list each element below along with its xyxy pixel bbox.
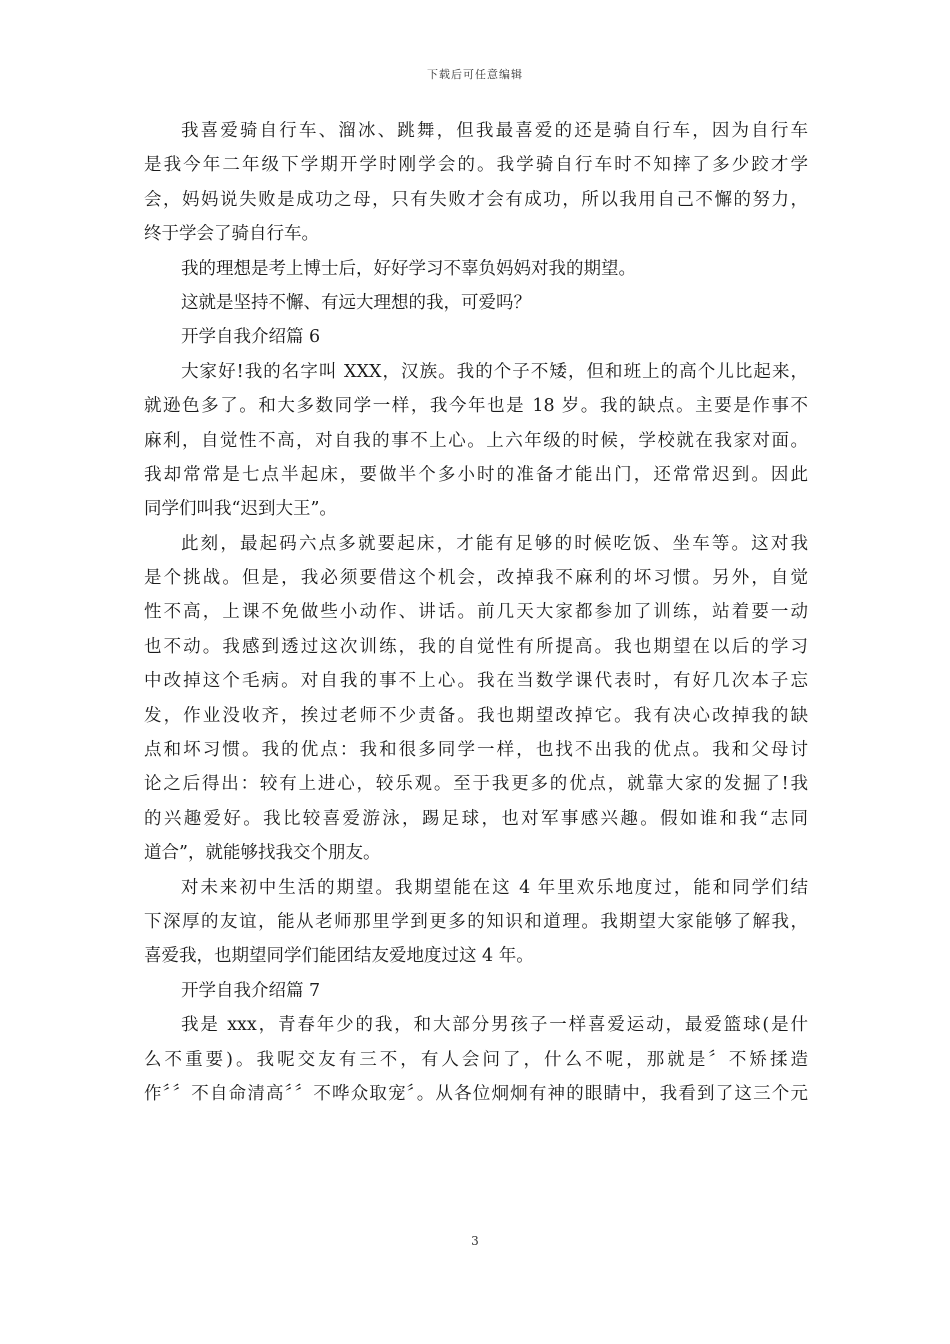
paragraph-line: 这就是坚持不懈、有远大理想的我，可爱吗？ [181, 292, 531, 313]
paragraph-line: 是我今年二年级下学期开学时刚学会的。我学骑自行车时不知摔了多少跤才学 [144, 155, 808, 176]
page-number: 3 [471, 1234, 479, 1248]
document-body [144, 119, 808, 1116]
paragraph-line: 中改掉这个毛病。对自我的事不上心。我在当数学课代表时，有好几次本子忘 [144, 671, 808, 692]
paragraph-line: 大家好!我的名字叫 XXX，汉族。我的个子不矮，但和班上的高个儿比起来， [181, 361, 808, 382]
paragraph-line: 也不动。我感到透过这次训练，我的自觉性有所提高。我也期望在以后的学习 [144, 636, 808, 657]
paragraph-line: 论之后得出：较有上进心，较乐观。至于我更多的优点，就靠大家的发掘了!我 [144, 774, 808, 795]
paragraph-line: 终于学会了骑自行车。 [144, 224, 319, 245]
paragraph-line: 性不高，上课不免做些小动作、讲话。前几天大家都参加了训练，站着要一动 [144, 602, 808, 623]
paragraph-line: 是个挑战。但是，我必须要借这个机会，改掉我不麻利的坏习惯。另外，自觉 [144, 568, 808, 589]
paragraph-line: 喜爱我，也期望同学们能团结友爱地度过这 4 年。 [144, 946, 534, 967]
paragraph-line: 作〞〞不自命清高〞〞不哗众取宠〞。从各位炯炯有神的眼睛中，我看到了这三个元 [144, 1083, 808, 1104]
paragraph-line: 发，作业没收齐，挨过老师不少责备。我也期望改掉它。我有决心改掉我的缺 [144, 705, 808, 726]
paragraph-line: 的兴趣爱好。我比较喜爱游泳，踢足球，也对军事感兴趣。假如谁和我“志同 [144, 808, 808, 829]
paragraph-line: 此刻，最起码六点多就要起床，才能有足够的时候吃饭、坐车等。这对我 [181, 533, 808, 554]
paragraph-line: 会，妈妈说失败是成功之母，只有失败才会有成功，所以我用自己不懈的努力， [144, 189, 808, 210]
paragraph-line: 我喜爱骑自行车、溜冰、跳舞，但我最喜爱的还是骑自行车，因为自行车 [181, 121, 808, 141]
paragraph-line: 点和坏习惯。我的优点：我和很多同学一样，也找不出我的优点。我和父母讨 [144, 740, 808, 761]
paragraph-line: 同学们叫我“迟到大王”。 [144, 499, 337, 520]
paragraph-line: 下深厚的友谊，能从老师那里学到更多的知识和道理。我期望大家能够了解我， [144, 911, 808, 932]
paragraph-line: 就逊色多了。和大多数同学一样，我今年也是 18 岁。我的缺点。主要是作事不 [144, 396, 808, 417]
section-heading: 开学自我介绍篇 6 [181, 327, 321, 348]
paragraph-line: 道合”，就能够找我交个朋友。 [144, 843, 381, 864]
paragraph-line: 我却常常是七点半起床，要做半个多小时的准备才能出门，还常常迟到。因此 [144, 464, 808, 485]
section-heading: 开学自我介绍篇 7 [181, 980, 321, 1001]
paragraph-line: 对未来初中生活的期望。我期望能在这 4 年里欢乐地度过，能和同学们结 [181, 877, 808, 898]
paragraph-line: 么不重要)。我呢交友有三不，有人会问了，什么不呢，那就是〞不矫揉造 [144, 1049, 808, 1070]
page-header: 下载后可任意编辑 [427, 68, 523, 81]
paragraph-line: 麻利，自觉性不高，对自我的事不上心。上六年级的时候，学校就在我家对面。 [144, 430, 808, 451]
paragraph-line: 我的理想是考上博士后，好好学习不辜负妈妈对我的期望。 [181, 258, 636, 279]
paragraph-line: 我是 xxx，青春年少的我，和大部分男孩子一样喜爱运动，最爱篮球(是什 [181, 1015, 808, 1036]
